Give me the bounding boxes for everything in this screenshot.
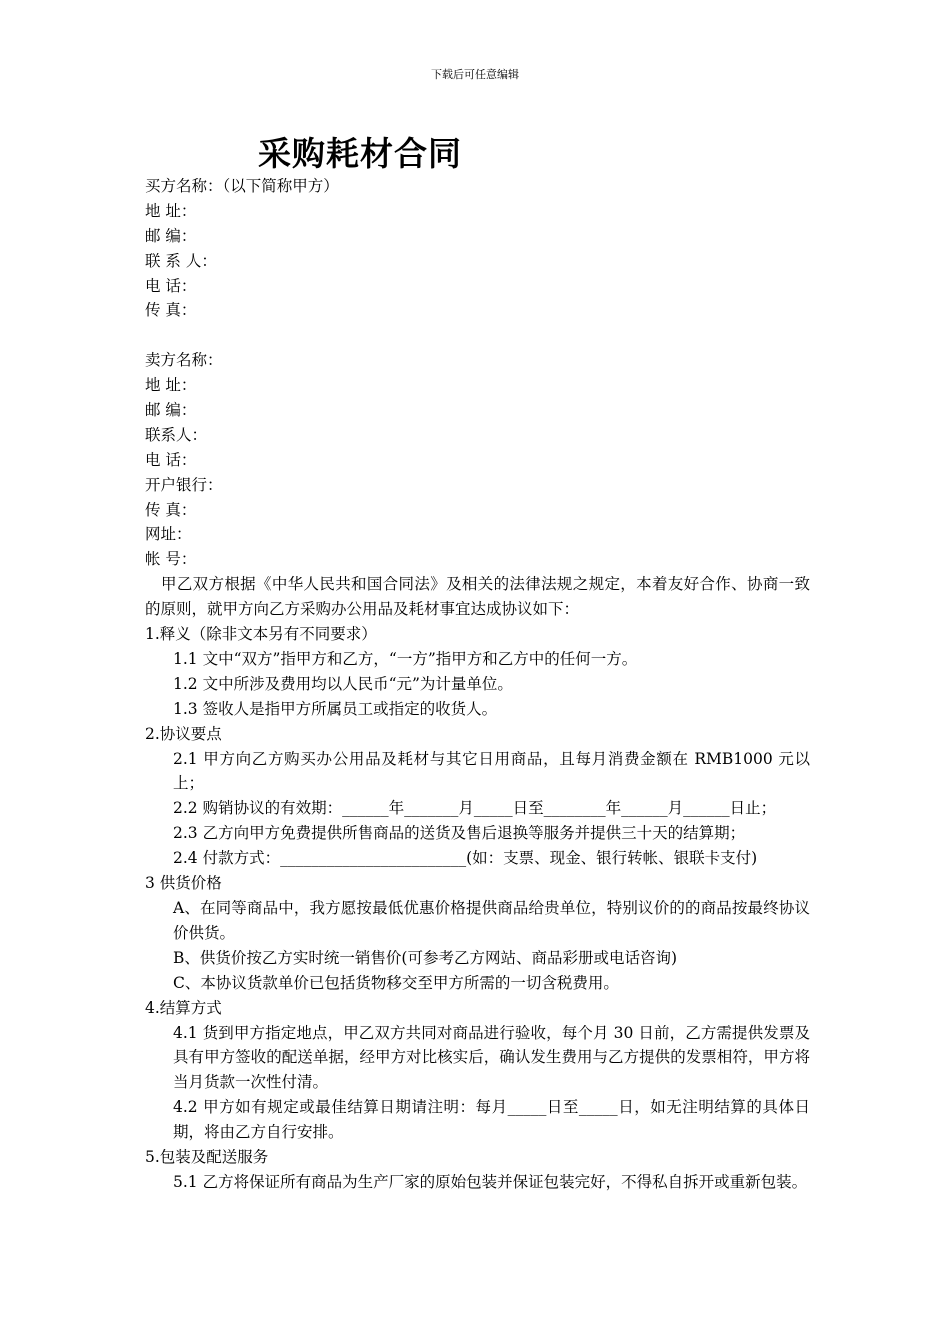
section-heading: 2.协议要点 bbox=[145, 724, 222, 743]
clause: 2.2 购销协议的有效期：______年_______月_____日至________年______月______日止； bbox=[173, 799, 777, 818]
clause: A、在同等商品中，我方愿按最低优惠价格提供商品给贵单位，特别议价的的商品按最终协议价供货。 bbox=[173, 898, 810, 942]
seller-name-line: 卖方名称： bbox=[145, 351, 223, 370]
seller-account-line: 帐 号： bbox=[145, 550, 197, 569]
spacer bbox=[145, 323, 810, 348]
clause: 2.1 甲方向乙方购买办公用品及耗材与其它日用商品，且每月消费金额在 RMB1000 元以上； bbox=[173, 749, 810, 793]
seller-website-line: 网址： bbox=[145, 525, 192, 544]
section-heading: 5.包装及配送服务 bbox=[145, 1148, 269, 1167]
seller-bank-line: 开户银行： bbox=[145, 475, 223, 494]
seller-postcode-line: 邮 编： bbox=[145, 401, 197, 420]
contract-body bbox=[145, 174, 810, 1195]
buyer-name-line: 买方名称：（以下简称甲方） bbox=[145, 177, 339, 195]
clause: 2.4 付款方式：________________________(如：支票、现金、银行转帐、银联卡支付) bbox=[173, 849, 758, 868]
document-title: 采购耗材合同 bbox=[258, 134, 462, 173]
buyer-phone-line: 电 话： bbox=[145, 276, 197, 295]
clause: B、供货价按乙方实时统一销售价(可参考乙方网站、商品彩册或电话咨询) bbox=[173, 948, 677, 967]
buyer-address-line: 地 址： bbox=[145, 201, 197, 220]
buyer-contact-line: 联 系 人： bbox=[145, 251, 217, 270]
seller-info bbox=[145, 348, 810, 572]
clause: 1.1 文中“双方”指甲方和乙方，“一方”指甲方和乙方中的任何一方。 bbox=[173, 649, 638, 668]
clause: 1.3 签收人是指甲方所属员工或指定的收货人。 bbox=[173, 699, 498, 718]
clause: 4.2 甲方如有规定或最佳结算日期请注明：每月_____日至_____日，如无注明结算的具体日期，将由乙方自行安排。 bbox=[173, 1098, 810, 1142]
seller-phone-line: 电 话： bbox=[145, 450, 197, 469]
section-heading: 1.释义（除非文本另有不同要求） bbox=[145, 625, 377, 644]
clause: 5.1 乙方将保证所有商品为生产厂家的原始包装并保证包装完好，不得私自拆开或重新包装。 bbox=[173, 1172, 808, 1191]
clause: 1.2 文中所涉及费用均以人民币“元”为计量单位。 bbox=[173, 674, 513, 693]
buyer-postcode-line: 邮 编： bbox=[145, 226, 197, 245]
clause: 2.3 乙方向甲方免费提供所售商品的送货及售后退换等服务并提供三十天的结算期； bbox=[173, 824, 746, 843]
buyer-fax-line: 传 真： bbox=[145, 301, 197, 320]
seller-fax-line: 传 真： bbox=[145, 500, 197, 519]
clause: C、本协议货款单价已包括货物移交至甲方所需的一切含税费用。 bbox=[173, 973, 619, 992]
section-heading: 4.结算方式 bbox=[145, 998, 222, 1017]
section-heading: 3 供货价格 bbox=[145, 874, 222, 893]
clause: 4.1 货到甲方指定地点，甲乙双方共同对商品进行验收，每个月 30 日前，乙方需提供发票及具有甲方签收的配送单据，经甲方对比核实后，确认发生费用与乙方提供的发票相符，甲方将当月货款一次性付清。 bbox=[173, 1023, 810, 1092]
intro-paragraph: 甲乙双方根据《中华人民共和国合同法》及相关的法律法规之规定，本着友好合作、协商一致的原则，就甲方向乙方采购办公用品及耗材事宜达成协议如下： bbox=[145, 575, 810, 619]
seller-contact-line: 联系人： bbox=[145, 425, 208, 444]
seller-address-line: 地 址： bbox=[145, 376, 197, 395]
buyer-info bbox=[145, 174, 810, 323]
header-note: 下载后可任意编辑 bbox=[431, 68, 519, 81]
